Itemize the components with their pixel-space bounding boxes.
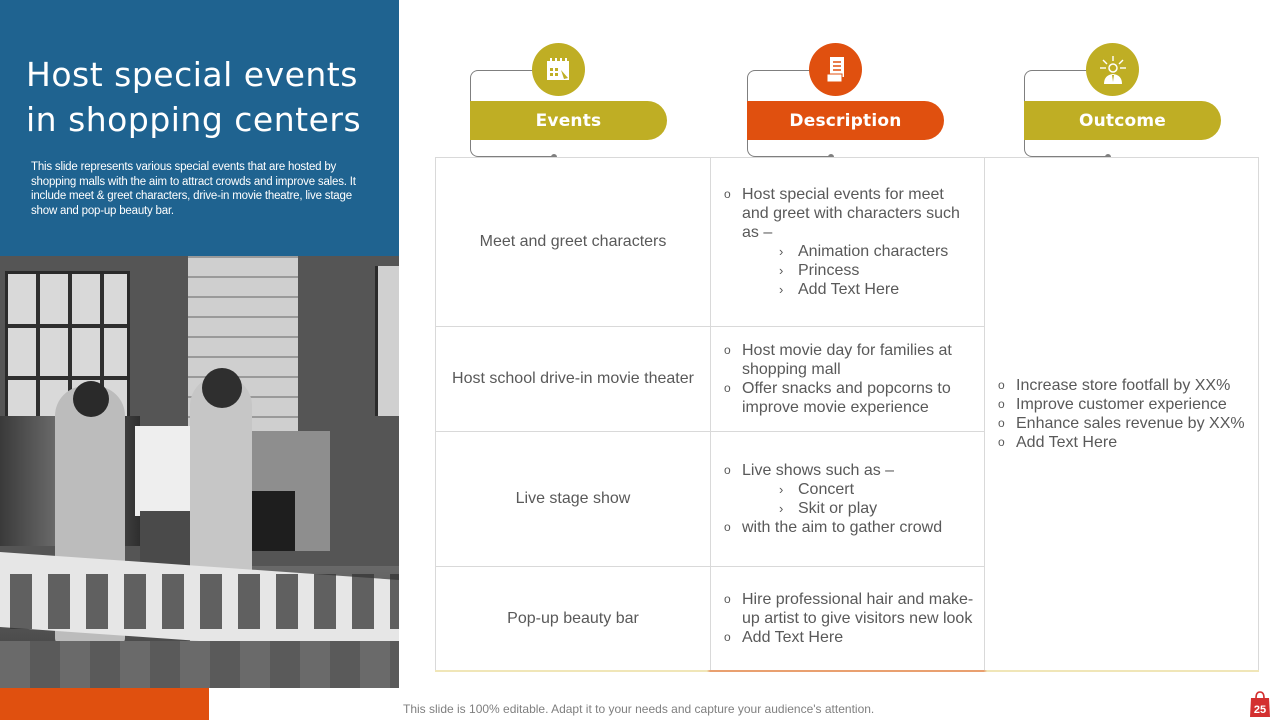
description-cell xyxy=(710,431,985,567)
event-name: Live stage show xyxy=(515,490,631,507)
column-header-description xyxy=(747,42,947,160)
description-cell xyxy=(710,326,985,432)
outcome-item: o Add Text Here xyxy=(998,434,1118,451)
column-header-events xyxy=(470,42,670,160)
column-label: Events xyxy=(470,101,667,140)
bullet-item: o Hire professional hair and make-up artist to give visitors new look xyxy=(724,591,974,627)
bullet-item: o Add Text Here xyxy=(724,629,844,646)
idea-person-icon xyxy=(1086,43,1139,96)
sub-bullet-item: › Concert xyxy=(779,481,855,498)
column-label: Outcome xyxy=(1024,101,1221,140)
event-cell xyxy=(435,566,711,671)
event-cell xyxy=(435,326,711,432)
slide-description: This slide represents various special events that are hosted by shopping malls with the aim to attract crowds and improve sales. It include meet & greet characters, drive-in movie theatre, live stage show and pop-up beauty bar. xyxy=(31,161,356,217)
outcome-item: o Improve customer experience xyxy=(998,396,1227,413)
bullet-item: o Host special events for meet and greet with characters such as – xyxy=(724,186,960,241)
event-name: Pop-up beauty bar xyxy=(507,609,639,627)
bullet-item: o Offer snacks and popcorns to improve movie experience xyxy=(724,380,951,416)
footer-note: This slide is 100% editable. Adapt it to your needs and capture your audience's attention. xyxy=(403,702,875,716)
left-panel xyxy=(0,0,399,688)
column-header-outcome xyxy=(1024,42,1224,160)
sub-bullet-item: › Skit or play xyxy=(779,500,878,517)
sub-bullet-item: › Princess xyxy=(779,262,860,279)
slide-title: Host special events in shopping centers xyxy=(26,55,362,139)
page-number: 25 xyxy=(1253,704,1267,716)
calendar-icon xyxy=(532,43,585,96)
document-icon xyxy=(809,43,862,96)
bullet-item: o with the aim to gather crowd xyxy=(724,519,943,536)
description-cell xyxy=(710,157,985,327)
description-cell xyxy=(710,566,985,671)
event-cell xyxy=(435,157,711,327)
outcome-item: o Increase store footfall by XX% xyxy=(998,377,1231,394)
sub-bullet-item: › Add Text Here xyxy=(779,281,900,298)
title-panel xyxy=(0,0,399,256)
bullet-item: o Live shows such as – xyxy=(724,462,895,479)
shopping-bag-page-icon xyxy=(1249,690,1271,718)
outcome-item: o Enhance sales revenue by XX% xyxy=(998,415,1245,432)
event-name: Meet and greet characters xyxy=(479,233,667,250)
outcome-cell xyxy=(984,157,1259,671)
accent-bar xyxy=(0,688,209,720)
shopping-photo xyxy=(0,256,399,688)
column-label: Description xyxy=(747,101,944,140)
sub-bullet-item: › Animation characters xyxy=(779,243,949,260)
table-bottom-rule xyxy=(435,670,1259,672)
event-name: Host school drive-in movie theater xyxy=(452,370,694,387)
event-cell xyxy=(435,431,711,567)
bullet-item: o Host movie day for families at shopping mall xyxy=(724,342,952,378)
events-table xyxy=(435,157,1259,671)
